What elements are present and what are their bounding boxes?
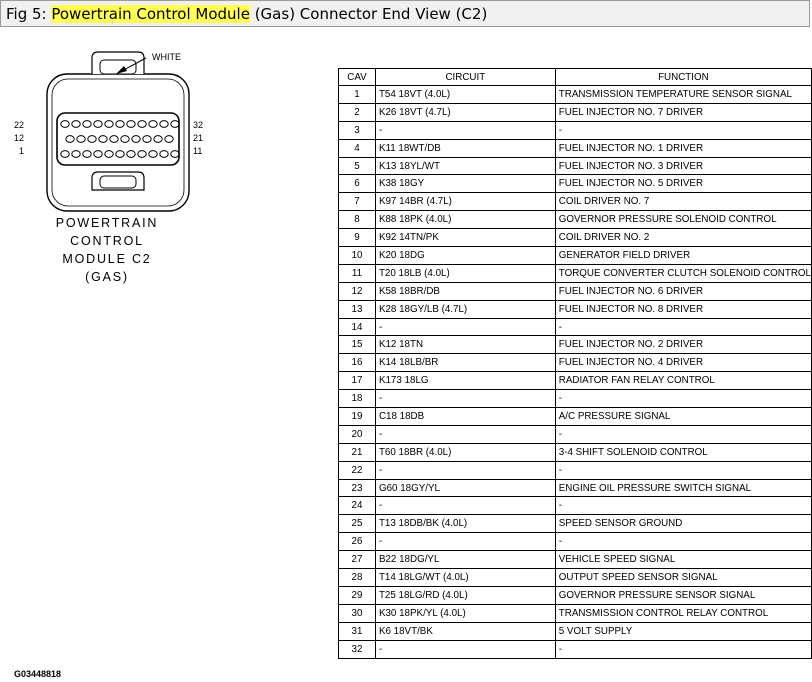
cell-cav: 11 <box>339 264 376 282</box>
cell-cav: 18 <box>339 390 376 408</box>
cell-function: - <box>555 533 811 551</box>
table-row <box>339 551 812 569</box>
cell-cav: 22 <box>339 461 376 479</box>
table-row <box>339 157 812 175</box>
table-row <box>339 569 812 587</box>
cell-function: FUEL INJECTOR NO. 4 DRIVER <box>555 354 811 372</box>
cell-cav: 27 <box>339 551 376 569</box>
cell-function: - <box>555 425 811 443</box>
cell-cav: 7 <box>339 193 376 211</box>
cell-circuit: K38 18GY <box>375 175 555 193</box>
table-row <box>339 336 812 354</box>
cell-cav: 10 <box>339 247 376 265</box>
left-pin-label-middle: 12 <box>14 133 25 143</box>
cell-function: SPEED SENSOR GROUND <box>555 515 811 533</box>
cell-circuit: K12 18TN <box>375 336 555 354</box>
table-row <box>339 390 812 408</box>
cell-cav: 5 <box>339 157 376 175</box>
cell-circuit: K88 18PK (4.0L) <box>375 211 555 229</box>
table-row <box>339 408 812 426</box>
cell-circuit: K173 18LG <box>375 372 555 390</box>
cell-function: GOVERNOR PRESSURE SENSOR SIGNAL <box>555 586 811 604</box>
cell-circuit: C18 18DB <box>375 408 555 426</box>
table-row <box>339 318 812 336</box>
cell-function: COIL DRIVER NO. 7 <box>555 193 811 211</box>
cell-circuit: K97 14BR (4.7L) <box>375 193 555 211</box>
connector-diagram <box>0 28 330 328</box>
cell-cav: 31 <box>339 622 376 640</box>
cell-cav: 28 <box>339 569 376 587</box>
table-row <box>339 175 812 193</box>
cell-cav: 8 <box>339 211 376 229</box>
table-row <box>339 443 812 461</box>
cell-function: FUEL INJECTOR NO. 1 DRIVER <box>555 139 811 157</box>
cell-cav: 14 <box>339 318 376 336</box>
cell-cav: 15 <box>339 336 376 354</box>
cell-cav: 9 <box>339 229 376 247</box>
cell-circuit: - <box>375 497 555 515</box>
table-body <box>339 86 812 659</box>
table-row <box>339 604 812 622</box>
right-pin-label-middle: 21 <box>193 133 204 143</box>
cell-circuit: K30 18PK/YL (4.0L) <box>375 604 555 622</box>
cell-function: - <box>555 121 811 139</box>
caption-line: (GAS) <box>85 270 129 284</box>
cell-cav: 25 <box>339 515 376 533</box>
cell-cav: 12 <box>339 282 376 300</box>
cell-circuit: T13 18DB/BK (4.0L) <box>375 515 555 533</box>
cell-function: TORQUE CONVERTER CLUTCH SOLENOID CONTROL <box>555 264 811 282</box>
cell-function: GENERATOR FIELD DRIVER <box>555 247 811 265</box>
right-pin-label-bottom: 11 <box>193 146 203 156</box>
cell-circuit: - <box>375 318 555 336</box>
cell-cav: 17 <box>339 372 376 390</box>
cell-cav: 24 <box>339 497 376 515</box>
cell-function: - <box>555 390 811 408</box>
cell-function: ENGINE OIL PRESSURE SWITCH SIGNAL <box>555 479 811 497</box>
caption-line: POWERTRAIN <box>55 216 159 230</box>
cell-circuit: K26 18VT (4.7L) <box>375 103 555 121</box>
wire-color-label: WHITE <box>152 52 181 62</box>
cell-cav: 23 <box>339 479 376 497</box>
title-suffix: (Gas) Connector End View (C2) <box>249 5 488 23</box>
table-row <box>339 229 812 247</box>
caption-line: CONTROL <box>70 234 144 248</box>
cell-circuit: T60 18BR (4.0L) <box>375 443 555 461</box>
table-row <box>339 103 812 121</box>
cell-function: - <box>555 640 811 658</box>
cell-function: GOVERNOR PRESSURE SOLENOID CONTROL <box>555 211 811 229</box>
table-row <box>339 300 812 318</box>
cell-cav: 20 <box>339 425 376 443</box>
table-row <box>339 515 812 533</box>
table-row <box>339 86 812 104</box>
header-cav: CAV <box>339 69 376 86</box>
table-row <box>339 211 812 229</box>
cell-function: VEHICLE SPEED SIGNAL <box>555 551 811 569</box>
cell-circuit: - <box>375 640 555 658</box>
cell-circuit: T20 18LB (4.0L) <box>375 264 555 282</box>
table-row <box>339 461 812 479</box>
cell-cav: 6 <box>339 175 376 193</box>
table-row <box>339 497 812 515</box>
cell-function: A/C PRESSURE SIGNAL <box>555 408 811 426</box>
cell-cav: 21 <box>339 443 376 461</box>
cell-circuit: K6 18VT/BK <box>375 622 555 640</box>
table-row <box>339 247 812 265</box>
cell-cav: 32 <box>339 640 376 658</box>
cell-function: FUEL INJECTOR NO. 8 DRIVER <box>555 300 811 318</box>
cell-circuit: K28 18GY/LB (4.7L) <box>375 300 555 318</box>
cell-cav: 2 <box>339 103 376 121</box>
cell-cav: 30 <box>339 604 376 622</box>
table-row <box>339 264 812 282</box>
cell-function: TRANSMISSION CONTROL RELAY CONTROL <box>555 604 811 622</box>
cell-cav: 26 <box>339 533 376 551</box>
table-row <box>339 354 812 372</box>
cell-cav: 16 <box>339 354 376 372</box>
cell-circuit: K20 18DG <box>375 247 555 265</box>
left-pin-label-top: 22 <box>14 120 25 130</box>
header-circuit: CIRCUIT <box>375 69 555 86</box>
table-row <box>339 372 812 390</box>
cell-circuit: - <box>375 461 555 479</box>
caption-line: MODULE C2 <box>62 252 152 266</box>
cell-cav: 29 <box>339 586 376 604</box>
table-row <box>339 139 812 157</box>
table-row <box>339 425 812 443</box>
left-pin-label-bottom: 1 <box>19 146 25 156</box>
cell-circuit: - <box>375 425 555 443</box>
table-row <box>339 640 812 658</box>
table-row <box>339 622 812 640</box>
cell-function: FUEL INJECTOR NO. 2 DRIVER <box>555 336 811 354</box>
cell-circuit: B22 18DG/YL <box>375 551 555 569</box>
cell-function: - <box>555 461 811 479</box>
title-highlight: Powertrain Control Module <box>51 5 250 23</box>
table-row <box>339 586 812 604</box>
cell-function: - <box>555 318 811 336</box>
cell-circuit: T25 18LG/RD (4.0L) <box>375 586 555 604</box>
cell-cav: 4 <box>339 139 376 157</box>
cell-function: RADIATOR FAN RELAY CONTROL <box>555 372 811 390</box>
figure-title-bar <box>0 0 810 27</box>
figure-id: G03448818 <box>14 669 62 679</box>
cell-function: TRANSMISSION TEMPERATURE SENSOR SIGNAL <box>555 86 811 104</box>
pin-assignment-table <box>338 68 812 659</box>
table-row <box>339 533 812 551</box>
cell-circuit: K14 18LB/BR <box>375 354 555 372</box>
cell-circuit: K13 18YL/WT <box>375 157 555 175</box>
cell-function: FUEL INJECTOR NO. 6 DRIVER <box>555 282 811 300</box>
cell-circuit: G60 18GY/YL <box>375 479 555 497</box>
cell-cav: 3 <box>339 121 376 139</box>
table-row <box>339 282 812 300</box>
table-row <box>339 193 812 211</box>
cell-cav: 19 <box>339 408 376 426</box>
table-row <box>339 479 812 497</box>
cell-function: FUEL INJECTOR NO. 3 DRIVER <box>555 157 811 175</box>
cell-function: - <box>555 497 811 515</box>
connector-caption <box>42 214 172 286</box>
cell-circuit: - <box>375 390 555 408</box>
cell-circuit: K92 14TN/PK <box>375 229 555 247</box>
cell-function: COIL DRIVER NO. 2 <box>555 229 811 247</box>
cell-function: 5 VOLT SUPPLY <box>555 622 811 640</box>
right-pin-label-top: 32 <box>193 120 204 130</box>
cell-circuit: - <box>375 533 555 551</box>
cell-function: OUTPUT SPEED SENSOR SIGNAL <box>555 569 811 587</box>
cell-circuit: T14 18LG/WT (4.0L) <box>375 569 555 587</box>
cell-circuit: T54 18VT (4.0L) <box>375 86 555 104</box>
cell-function: FUEL INJECTOR NO. 7 DRIVER <box>555 103 811 121</box>
title-prefix: Fig 5: <box>6 5 52 23</box>
cell-circuit: K11 18WT/DB <box>375 139 555 157</box>
cell-circuit: K58 18BR/DB <box>375 282 555 300</box>
table-row <box>339 121 812 139</box>
cell-circuit: - <box>375 121 555 139</box>
cell-function: 3-4 SHIFT SOLENOID CONTROL <box>555 443 811 461</box>
cell-cav: 1 <box>339 86 376 104</box>
cell-function: FUEL INJECTOR NO. 5 DRIVER <box>555 175 811 193</box>
header-function: FUNCTION <box>555 69 811 86</box>
table-header-row <box>339 69 812 86</box>
cell-cav: 13 <box>339 300 376 318</box>
